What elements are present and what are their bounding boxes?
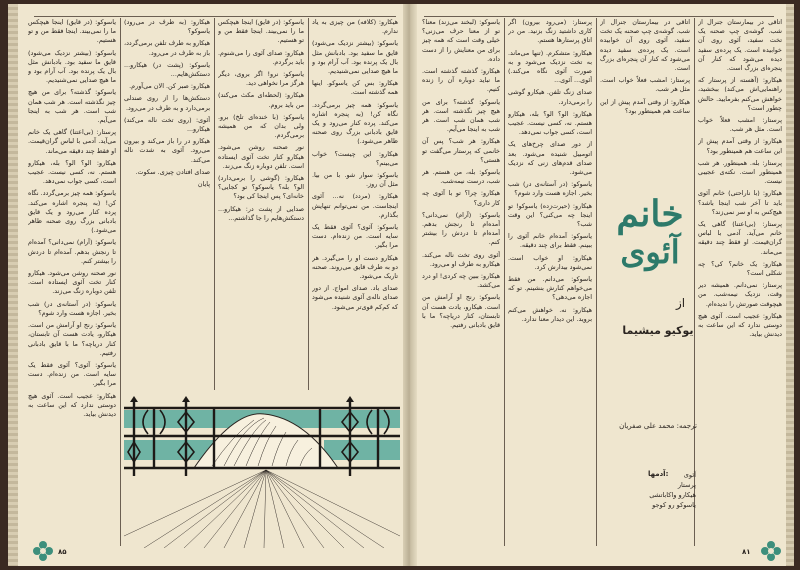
paragraph: یاسوکو: آئوی؟ آئوی فقط یک سایه است. من زنده‌ام. دست مرا بگیر.: [312, 223, 398, 250]
paragraph: هیکارو: الو؟ الو؟ بله، هیکارو هستم. نه، کسی نیست. عجیب است، کسی جواب نمی‌دهد.: [28, 158, 116, 186]
paragraph: یاسوکو: (پشت در) هیکارو... دستکش‌هایم...: [124, 60, 210, 79]
paragraph: هیکارو: نه. خواهش می‌کنم بروید. این دیدار معنا ندارد.: [508, 305, 592, 323]
paragraph: هیکارو: (آهسته از پرستار که راهنمایی‌اش می‌کند) ببخشید، خواهش می‌کنم بفرمایید. حالش چطور است؟: [698, 76, 782, 112]
author-name: یوکیو میشیما: [622, 324, 694, 337]
paragraph: هیکارو در را باز می‌کند و بیرون می‌رود. آئوی به شدت ناله می‌کند.: [124, 137, 210, 164]
column-right-page-middle: [508, 18, 592, 546]
paragraph: پرستار: امشب فعلاً خواب است. مثل هر شب.: [600, 76, 690, 94]
cast-list: [586, 470, 696, 510]
paragraph: یاسوکو: (در آستانه‌ی در) شب بخیر. اجازه هست وارد شوم؟: [508, 180, 592, 198]
paragraph: اتاقی در بیمارستان جنرال از شب. گوشه‌ی چپ صحنه یک تخت سفید، آئوی روی آن خوابیده است. یک پرده‌ی سفید دیده می‌شود که کنار آن پنجره‌ای بزرگ است.: [698, 18, 782, 73]
paragraph: پرستار: بله. همینطور. هر شب همینطور است. نکته‌ی عجیبی نیست.: [698, 158, 782, 186]
paragraph: نور صحنه روشن می‌شود. هیکارو کنار تخت آئوی ایستاده است. تلفن دوباره زنگ می‌زند.: [28, 269, 116, 296]
paragraph: اتاقی در بیمارستان جنرال از شب. گوشه‌ی چپ صحنه یک تخت سفید، آئوی روی آن خوابیده است. یک پرده‌ی سفید دیده می‌شود که کنار آن پنجره‌ای بزرگ است.: [600, 18, 690, 73]
story-title: [600, 194, 700, 270]
paragraph: هیکارو: عجیب است. آئوی هیچ دوستی ندارد که این ساعت به دیدنش بیاید.: [698, 311, 782, 339]
paragraph: هیکارو: عجیب است. آئوی هیچ دوستی ندارد که این ساعت به دیدنش بیاید.: [28, 391, 116, 418]
paragraph: پرستار: (بی‌اعتنا) گاهی یک خانم می‌آید. آدمی با لباس گران‌قیمت. او فقط چند دقیقه می‌ماند.: [698, 220, 782, 256]
cast-member: آئوی: [683, 471, 696, 479]
header-rule-left: [34, 16, 396, 17]
column-right-page-outer: [698, 18, 782, 546]
paragraph: هیکارو: بس کن یاسوکو. اینها همه گذشته است.: [312, 79, 398, 97]
paragraph: هیکارو: (به طرف در می‌رود) یاسوکو؟: [124, 18, 210, 36]
magazine-spread: [8, 4, 794, 566]
title-line-2: آئوی: [620, 233, 680, 271]
paragraph: یاسوکو: گذشته؟ برای من هیچ چیز نگذشته است. هر شب همان شب است. هر شب به اینجا می‌آیم.: [28, 88, 116, 125]
page-edge-right: [786, 4, 794, 566]
column-divider: [308, 18, 309, 390]
paragraph: از دور صدای چرخ‌های یک اتومبیل شنیده می‌شود. بعد صدای قدم‌های زنی که نزدیک می‌شود.: [508, 140, 592, 177]
paragraph: هیکارو: (با ناراحتی) خانم آئوی باید تا آخر شب اینجا باشد؟ هیچ‌کس به او سر نمی‌زند؟: [698, 189, 782, 216]
paragraph: یاسوکو: نرو! اگر بروی، دیگر هرگز مرا نخواهی دید.: [218, 70, 304, 88]
paragraph: صدای افتادن چیزی. سکوت.: [135, 167, 210, 176]
paragraph: هیکارو: الو؟ الو؟ بله، هیکارو هستم. نه، کسی نیست. عجیب است، کسی جواب نمی‌دهد.: [508, 109, 592, 137]
paragraph: هیکارو: (گوشی را برمی‌دارد) الو؟ بله؟ یاسوکو؟ تو کجایی؟ خانه‌ای؟ پس اینجا کی بود؟: [218, 174, 304, 201]
paragraph: آئوی: (روی تخت ناله می‌کند) هیکارو...: [124, 115, 210, 134]
paragraph: هیکارو: (مردد) نه... آئوی اینجاست. من نمی‌توانم تنهایش بگذارم.: [312, 192, 398, 219]
paragraph: پرستار: (می‌رود بیرون) اگر کاری داشتید زنگ بزنید. من در اتاق پرستارها هستم.: [508, 18, 592, 45]
column-divider: [214, 18, 215, 390]
paragraph: هیکارو: (حیرت‌زده) یاسوکو! تو اینجا چه می‌کنی؟ این وقت شب؟: [508, 201, 592, 229]
paragraph: هیکارو: هر شب؟ پس آن خانمی که پرستار می‌گفت تو هستی؟: [422, 137, 500, 164]
title-line-1: خانم: [616, 193, 684, 235]
paragraph: یاسوکو: (آرام) نمی‌دانی؟ آمده‌ام تا رنجش بدهم. آمده‌ام تا دردش را بیشتر کنم.: [422, 210, 500, 247]
paragraph: هیکارو: چرا؟ تو با آئوی چه کار داری؟: [422, 189, 500, 207]
paragraph: هیکارو: از وقتی آمدم پیش از این ساعت هم همینطور بود؟: [698, 137, 782, 155]
book-gutter: [403, 4, 417, 566]
paragraph: هیکارو به طرف تلفن برمی‌گردد، باز به طرف در می‌رود.: [124, 39, 210, 57]
column-left-page-outer: [28, 18, 116, 538]
cast-member: هیکارو واکاباتشی: [649, 491, 696, 499]
paragraph: هیکارو: از وقتی آمدم پیش از این ساعت هم همینطور بود؟: [600, 97, 690, 115]
paragraph: یاسوکو: سوار شو. با من بیا. مثل آن روز.: [312, 171, 398, 189]
paragraph: یاسوکو: آمده‌ام خانم آئوی را ببینم. فقط برای چند دقیقه.: [508, 232, 592, 250]
paragraph: هیکارو دست او را می‌گیرد. هر دو به طرف قایق می‌روند. صحنه تاریک می‌شود.: [312, 253, 398, 281]
paragraph: دستکش‌ها را از روی صندلی برمی‌دارد و به طرف در می‌رود.: [124, 94, 210, 112]
from-label: از: [676, 296, 686, 310]
column-left-page-middle: [218, 18, 304, 390]
column-divider: [504, 18, 505, 546]
paragraph: هیکارو: یک خانم؟ کی؟ چه شکلی است؟: [698, 259, 782, 278]
page-number-left: ۸۵: [58, 548, 67, 556]
flower-ornament-left: [32, 540, 54, 562]
page-edge-left: [8, 4, 18, 566]
column-left-page-center: [124, 18, 210, 390]
paragraph: یاسوکو: (آرام) نمی‌دانی؟ آمده‌ام تا رنجش بدهم. آمده‌ام تا دردش را بیشتر کنم.: [28, 238, 116, 265]
paragraph: یاسوکو: (بیشتر نزدیک می‌شود) قایق ما سفید بود. بادبانش مثل بال یک پرنده بود. آب آرام بود و ما هیچ صدایی نمی‌شنیدیم.: [312, 39, 398, 76]
paragraph: هیکارو: صبر کن. الان می‌آورم.: [129, 82, 210, 91]
paragraph: هیکارو: او خواب است. نمی‌شود بیدارش کرد.: [508, 253, 592, 271]
paragraph: یاسوکو: (در قایق) اینجا هیچکس ما را نمی‌بیند. اینجا فقط من و تو هستیم.: [218, 18, 304, 45]
column-right-page-inner: [422, 18, 500, 546]
paragraph: صدایی از پشت در: هیکارو... دستکش‌هایم را جا گذاشتم...: [218, 204, 304, 222]
paragraph: صدای زنگ تلفن. هیکارو گوشی را برمی‌دارد.: [508, 88, 592, 106]
paragraph: یاسوکو: (بیشتر نزدیک می‌شود) قایق ما سفید بود. بادبانش مثل بال یک پرنده بود. آب آرام بود و ما هیچ صدایی نمی‌شنیدیم.: [28, 48, 116, 85]
paragraph: یاسوکو: می‌دانم. من فقط می‌خواهم کنارش بنشینم. تو که اجازه می‌دهی؟: [508, 275, 592, 302]
translator-credit: ترجمه: محمد علی صفریان: [619, 422, 697, 430]
paragraph: یاسوکو: رنج او آرامش من است. هیکارو، یادت هست آن تابستان، کنار دریاچه؟ ما با قایق بادبانی رفتیم.: [28, 321, 116, 357]
paragraph: یاسوکو: بله، من هستم. هر شب، درست نیمه‌شب.: [422, 168, 500, 186]
paragraph: یاسوکو: (لبخند می‌زند) معنا؟ تو از معنا حرف می‌زنی؟ خیلی وقت است که همه چیز برای من معنایش را از دست داده.: [422, 18, 500, 63]
paragraph: یاسوکو: همه چیز برمی‌گردد. نگاه کن! (به پنجره اشاره می‌کند. پرده کنار می‌رود و یک قایق بادبانی بزرگ روی صحنه ظاهر می‌شود.): [312, 100, 398, 146]
cast-member: پرستار: [677, 481, 696, 489]
paragraph: پرستار: نمی‌دانم. همیشه دیر وقت، نزدیک نیمه‌شب. من هیچوقت صورتش را ندیده‌ام.: [698, 281, 782, 308]
paragraph: هیکارو: (کلافه) من چیزی به یاد ندارم.: [312, 18, 398, 36]
paragraph: هیکارو: صدای آئوی را می‌شنوم. باید برگردم.: [218, 48, 304, 66]
paragraph: یاسوکو: گذشته؟ برای من هیچ چیز نگذشته است. هر شب همان شب است. هر شب به اینجا می‌آیم.: [422, 97, 500, 134]
paragraph: پایان: [197, 180, 210, 189]
paragraph: یاسوکو: همه چیز برمی‌گردد. نگاه کن! (به پنجره اشاره می‌کند. پرده کنار می‌رود و یک قایق بادبانی بزرگ روی صحنه ظاهر می‌شود.): [28, 189, 116, 235]
column-divider: [120, 18, 121, 546]
cast-heading: آدمها:: [648, 470, 669, 478]
paragraph: نور صحنه روشن می‌شود. هیکارو کنار تخت آئوی ایستاده است. تلفن دوباره زنگ می‌زند.: [218, 143, 304, 170]
paragraph: یاسوکو: (با خنده‌ای تلخ) برو. ولی بدان که من همیشه برمی‌گردم.: [218, 112, 304, 140]
paragraph: هیکارو: گذشته گذشته است. ما نباید دوباره آن را زنده کنیم.: [422, 67, 500, 94]
column-right-page-intro: [600, 18, 690, 188]
paragraph: یاسوکو: آئوی؟ آئوی فقط یک سایه است. من زنده‌ام. دست مرا بگیر.: [28, 360, 116, 388]
paragraph: هیکارو: (لحظه‌ای مکث می‌کند) من باید بروم.: [218, 91, 304, 109]
paragraph: پرستار: امشب فعلاً خواب است. مثل هر شب.: [698, 116, 782, 134]
column-divider: [694, 18, 695, 546]
paragraph: یاسوکو: (در آستانه‌ی در) شب بخیر. اجازه هست وارد شوم؟: [28, 299, 116, 317]
paragraph: صدای باد. صدای امواج. از دور صدای ناله‌ی آئوی شنیده می‌شود که کم‌کم قوی‌تر می‌شود.: [312, 284, 398, 311]
paragraph: یاسوکو: (در قایق) اینجا هیچکس ما را نمی‌بیند. اینجا فقط من و تو هستیم.: [28, 18, 116, 45]
paragraph: هیکارو: متشکرم. (تنها می‌ماند. به تخت نزدیک می‌شود و به صورت آئوی نگاه می‌کند.) آئوی... آئوی...: [508, 48, 592, 85]
paragraph: هیکارو: ببین چه کردی! او درد می‌کشد.: [422, 272, 500, 290]
teal-band-right: [324, 440, 400, 460]
cast-member: یاسوکو رو کوجو: [652, 501, 696, 509]
column-divider: [596, 18, 597, 546]
paragraph: هیکارو: این چیست؟ خواب می‌بینم؟: [312, 149, 398, 167]
column-left-page-inner: [312, 18, 398, 390]
illustration-railing: [124, 396, 400, 548]
flower-ornament-right: [760, 540, 782, 562]
paragraph: یاسوکو: رنج او آرامش من است. هیکارو، یادت هست آن تابستان، کنار دریاچه؟ ما با قایق بادبانی رفتیم.: [422, 293, 500, 330]
page-number-right: ۸۱: [742, 548, 751, 556]
header-rule-right: [424, 16, 774, 17]
paragraph: آئوی روی تخت ناله می‌کند. هیکارو به طرف او می‌رود.: [422, 250, 500, 268]
paragraph: پرستار: (بی‌اعتنا) گاهی یک خانم می‌آید. آدمی با لباس گران‌قیمت. او فقط چند دقیقه می‌ماند.: [28, 128, 116, 155]
